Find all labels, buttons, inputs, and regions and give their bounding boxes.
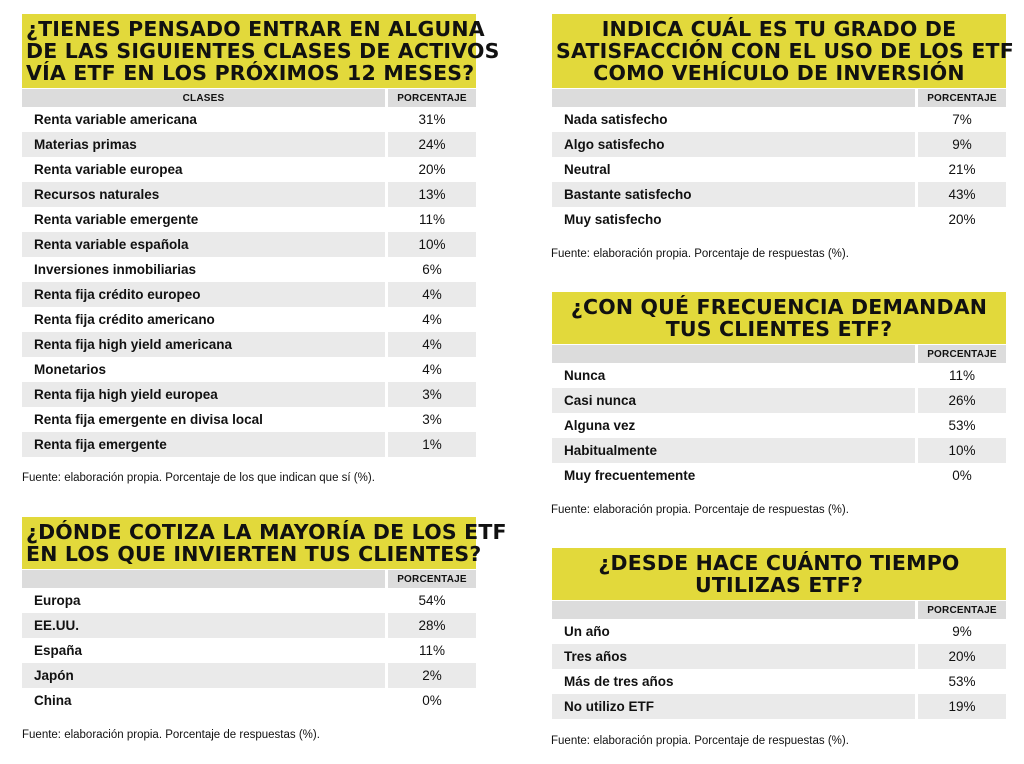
row-value: 13% [388, 182, 476, 207]
row-label: Neutral [564, 162, 611, 177]
row-label: No utilizo ETF [552, 694, 915, 719]
row-label: Inversiones inmobiliarias [34, 262, 197, 277]
row-label: Renta fija emergente en divisa local [34, 412, 263, 427]
row-value: 10% [388, 232, 476, 257]
table-row [22, 407, 476, 432]
table-row [22, 588, 476, 613]
row-label: Renta fija crédito europeo [22, 282, 385, 307]
table-row [552, 207, 1006, 232]
table-row [552, 157, 1006, 182]
title-line: ¿DESDE HACE CUÁNTO TIEMPO [598, 551, 960, 575]
row-label: Renta variable española [22, 232, 385, 257]
row-value: 2% [388, 663, 476, 688]
row-value: 4% [422, 362, 442, 377]
row-value: 19% [918, 694, 1006, 719]
source-note: Fuente: elaboración propia. Porcentaje de los que indican que sí (%). [22, 472, 375, 484]
table-row [22, 357, 476, 382]
row-label: Bastante satisfecho [552, 182, 915, 207]
data-table [22, 89, 476, 457]
row-label: Muy frecuentemente [564, 468, 696, 483]
source-note: Fuente: elaboración propia. Porcentaje de respuestas (%). [551, 504, 849, 516]
row-value: 1% [388, 432, 476, 457]
row-value: 21% [948, 162, 976, 177]
row-value: 26% [918, 388, 1006, 413]
header-row [552, 89, 1006, 107]
title-line: ¿TIENES PENSADO ENTRAR EN ALGUNA [26, 17, 485, 41]
title-line: TUS CLIENTES ETF? [665, 317, 893, 341]
table-row [552, 132, 1006, 157]
row-value: 6% [422, 262, 442, 277]
table-row [552, 182, 1006, 207]
row-value: 31% [418, 112, 446, 127]
row-value: 4% [422, 312, 442, 327]
header-row [22, 89, 476, 107]
row-value: 28% [388, 613, 476, 638]
title-line: SATISFACCIÓN CON EL USO DE LOS ETF [556, 39, 1014, 63]
column-header-label [22, 570, 385, 588]
table-row [22, 382, 476, 407]
title-line: VÍA ETF EN LOS PRÓXIMOS 12 MESES? [26, 61, 475, 85]
table-row [552, 619, 1006, 644]
row-value: 0% [422, 693, 442, 708]
title-line: ¿CON QUÉ FRECUENCIA DEMANDAN [570, 295, 988, 319]
row-value: 24% [388, 132, 476, 157]
row-value: 7% [952, 112, 972, 127]
source-note: Fuente: elaboración propia. Porcentaje de respuestas (%). [551, 735, 849, 747]
column-header-value: PORCENTAJE [918, 601, 1006, 619]
row-value: 53% [948, 418, 976, 433]
table-row [22, 207, 476, 232]
header-row [22, 570, 476, 588]
data-table [22, 570, 476, 713]
row-label: España [34, 643, 83, 658]
row-value: 4% [388, 332, 476, 357]
row-label: Europa [34, 593, 81, 608]
table-row [22, 307, 476, 332]
title-line: INDICA CUÁL ES TU GRADO DE [601, 17, 957, 41]
table-row [552, 438, 1006, 463]
title-line: DE LAS SIGUIENTES CLASES DE ACTIVOS [26, 39, 500, 63]
source-note: Fuente: elaboración propia. Porcentaje de respuestas (%). [22, 729, 320, 741]
row-label: Algo satisfecho [552, 132, 915, 157]
panel-title [22, 14, 500, 88]
row-label: Renta variable americana [34, 112, 197, 127]
table-row [552, 388, 1006, 413]
row-value: 43% [918, 182, 1006, 207]
row-value: 11% [418, 643, 446, 658]
data-table [552, 89, 1006, 232]
column-header-label [552, 601, 915, 619]
row-value: 0% [952, 468, 972, 483]
table-row [22, 107, 476, 132]
row-label: Nunca [564, 368, 606, 383]
header-row [552, 345, 1006, 363]
row-label: Japón [22, 663, 385, 688]
row-value: 10% [918, 438, 1006, 463]
table-row [22, 638, 476, 663]
table-row [552, 413, 1006, 438]
row-label: Alguna vez [564, 418, 636, 433]
row-label: EE.UU. [22, 613, 385, 638]
table-row [22, 132, 476, 157]
panel-title [552, 14, 1014, 88]
table-row [552, 669, 1006, 694]
panel-title [552, 292, 1006, 344]
data-table [552, 601, 1006, 719]
row-value: 54% [418, 593, 446, 608]
row-label: Recursos naturales [22, 182, 385, 207]
column-header-label [552, 89, 915, 107]
column-header-label: CLASES [22, 89, 385, 107]
row-label: Monetarios [34, 362, 107, 377]
column-header-value: PORCENTAJE [388, 89, 476, 107]
row-label: Renta fija high yield americana [22, 332, 385, 357]
row-value: 11% [418, 212, 446, 227]
table-row [22, 257, 476, 282]
table-row [22, 182, 476, 207]
table-row [22, 432, 476, 457]
title-line: UTILIZAS ETF? [694, 573, 864, 597]
table-row [552, 107, 1006, 132]
panel-cotiza [22, 517, 507, 713]
row-value: 3% [422, 412, 442, 427]
row-value: 20% [918, 644, 1006, 669]
row-label: Casi nunca [552, 388, 915, 413]
row-value: 9% [952, 624, 972, 639]
row-value: 20% [418, 162, 446, 177]
panel-tiempo [552, 548, 1006, 719]
column-header-label [552, 345, 915, 363]
table-row [552, 694, 1006, 719]
panel-frecuencia [552, 292, 1006, 488]
table-row [552, 363, 1006, 388]
row-label: Un año [564, 624, 610, 639]
data-table [552, 345, 1006, 488]
row-value: 9% [918, 132, 1006, 157]
table-row [22, 613, 476, 638]
title-line: EN LOS QUE INVIERTEN TUS CLIENTES? [26, 542, 482, 566]
table-row [552, 463, 1006, 488]
column-header-value: PORCENTAJE [918, 345, 1006, 363]
row-value: 11% [948, 368, 976, 383]
header-row [552, 601, 1006, 619]
table-row [22, 282, 476, 307]
row-label: Materias primas [22, 132, 385, 157]
panel-satisfaccion [552, 14, 1014, 232]
row-label: Tres años [552, 644, 915, 669]
table-row [22, 332, 476, 357]
title-line: ¿DÓNDE COTIZA LA MAYORÍA DE LOS ETF [26, 520, 507, 544]
column-header-value: PORCENTAJE [918, 89, 1006, 107]
row-label: Más de tres años [564, 674, 674, 689]
panel-title [22, 517, 507, 569]
row-label: China [34, 693, 72, 708]
row-label: Nada satisfecho [564, 112, 668, 127]
source-note: Fuente: elaboración propia. Porcentaje de respuestas (%). [551, 248, 849, 260]
title-line: COMO VEHÍCULO DE INVERSIÓN [593, 61, 965, 85]
row-label: Renta variable emergente [34, 212, 199, 227]
row-value: 4% [388, 282, 476, 307]
row-value: 20% [948, 212, 976, 227]
row-label: Renta fija high yield europea [22, 382, 385, 407]
row-label: Renta fija crédito americano [34, 312, 215, 327]
row-label: Muy satisfecho [564, 212, 662, 227]
table-row [22, 663, 476, 688]
panel-title [552, 548, 1006, 600]
table-row [552, 644, 1006, 669]
row-label: Habitualmente [552, 438, 915, 463]
row-label: Renta fija emergente [22, 432, 385, 457]
column-header-value: PORCENTAJE [388, 570, 476, 588]
row-label: Renta variable europea [34, 162, 183, 177]
panel-activos [22, 14, 500, 457]
table-row [22, 232, 476, 257]
row-value: 3% [388, 382, 476, 407]
table-row [22, 157, 476, 182]
row-value: 53% [948, 674, 976, 689]
table-row [22, 688, 476, 713]
